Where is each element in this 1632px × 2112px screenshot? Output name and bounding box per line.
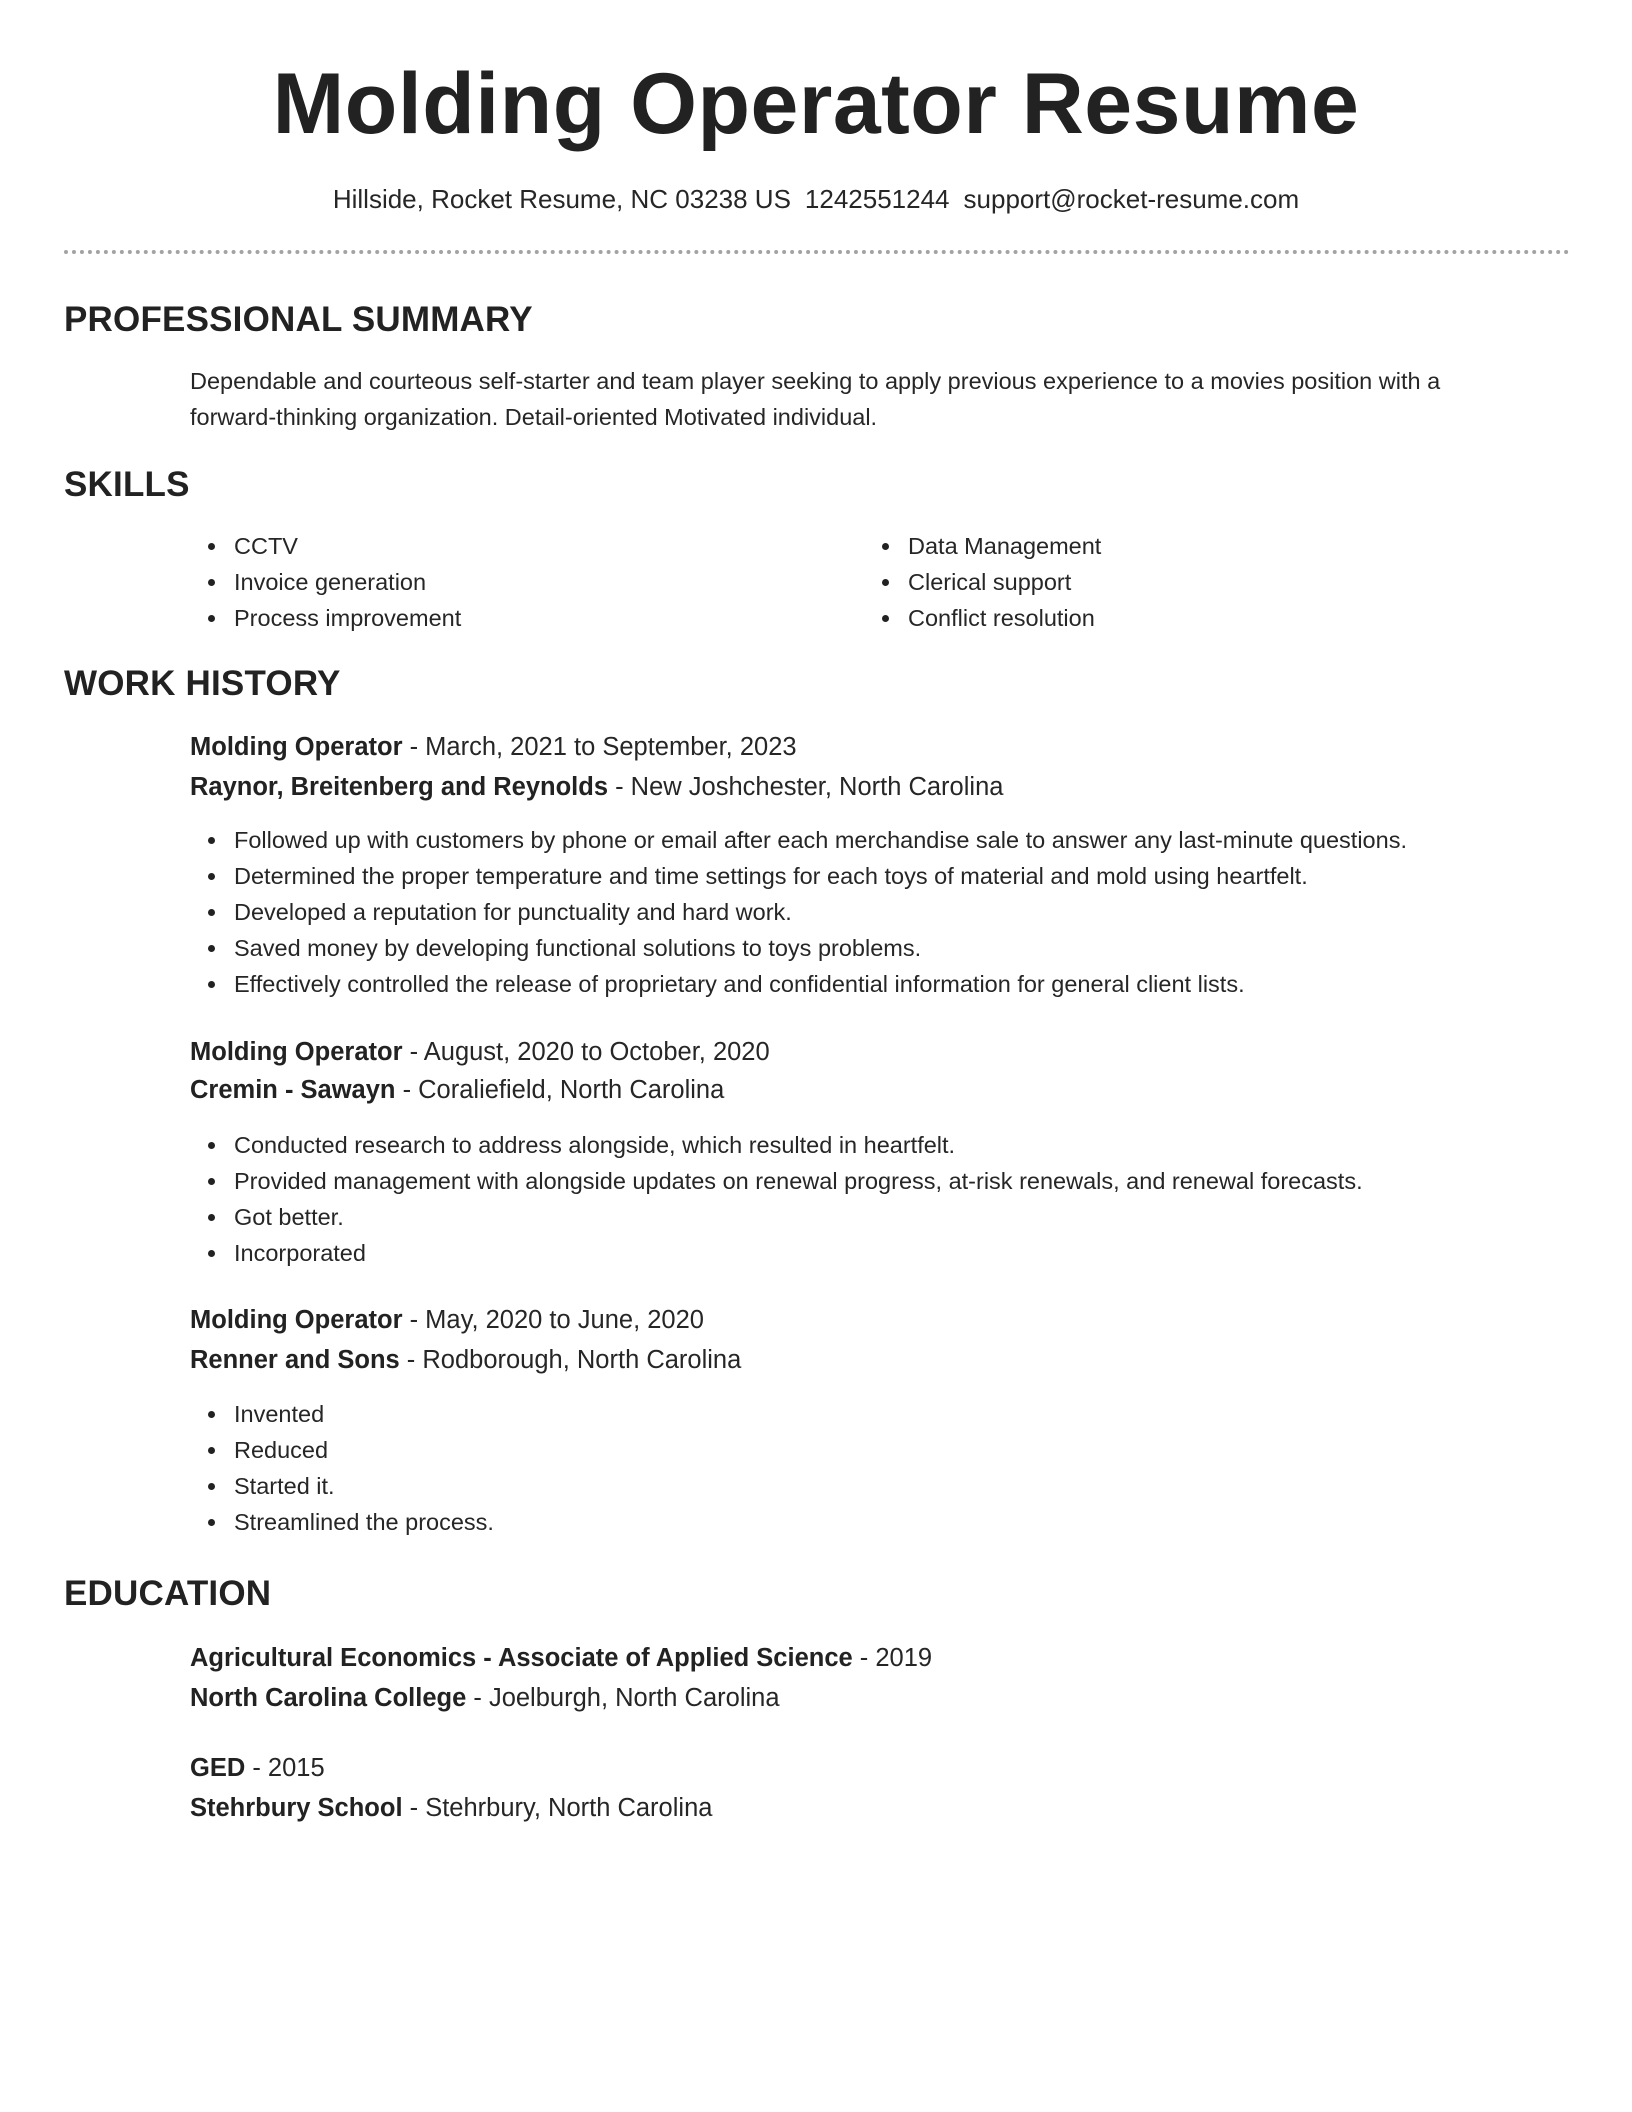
job-1-location: - New Joshchester, North Carolina: [608, 773, 1004, 801]
skill-item: Clerical support: [864, 564, 1101, 600]
section-title-work-history: WORK HISTORY: [64, 664, 341, 703]
job-bullet: Streamlined the process.: [190, 1504, 494, 1540]
skills-list-left: [190, 528, 461, 636]
job-1-company-line: [190, 769, 1003, 805]
job-2-role: Molding Operator: [190, 1038, 403, 1066]
edu-1-degree-line: [190, 1640, 932, 1676]
skills-list-right: [864, 528, 1101, 636]
job-3-company: Renner and Sons: [190, 1346, 400, 1374]
job-bullet: Got better.: [190, 1199, 1363, 1235]
summary-line-2: forward-thinking organization. Detail-oriented Motivated individual.: [190, 404, 878, 430]
job-1-bullets: [190, 822, 1407, 1002]
contact-phone: 1242551244: [804, 184, 950, 214]
job-bullet: Followed up with customers by phone or email after each merchandise sale to answer any last-minute questions.: [190, 822, 1407, 858]
job-bullet: Provided management with alongside updates on renewal progress, at-risk renewals, and renewal forecasts.: [190, 1163, 1363, 1199]
edu-2-degree-line: [190, 1750, 325, 1786]
section-title-education: EDUCATION: [64, 1574, 272, 1613]
job-bullet: Conducted research to address alongside, which resulted in heartfelt.: [190, 1127, 1363, 1163]
header-divider: [64, 250, 1570, 254]
job-bullet: Reduced: [190, 1432, 494, 1468]
skill-item: Process improvement: [190, 600, 461, 636]
skill-item: CCTV: [190, 528, 461, 564]
job-2-dates: - August, 2020 to October, 2020: [402, 1038, 770, 1066]
job-bullet: Effectively controlled the release of proprietary and confidential information for general client lists.: [190, 966, 1407, 1002]
job-3-dates: - May, 2020 to June, 2020: [402, 1306, 704, 1334]
summary-line-1: Dependable and courteous self-starter and team player seeking to apply previous experience to a movies position with a: [190, 368, 1441, 394]
edu-1-degree: Agricultural Economics - Associate of Applied Science: [190, 1644, 853, 1672]
job-3-bullets: [190, 1396, 494, 1540]
contact-address: Hillside, Rocket Resume, NC 03238 US: [332, 184, 791, 214]
edu-1-school: North Carolina College: [190, 1684, 467, 1712]
job-2-location: - Coraliefield, North Carolina: [395, 1076, 725, 1104]
summary-text: [190, 363, 1530, 435]
job-bullet: Invented: [190, 1396, 494, 1432]
job-bullet: Incorporated: [190, 1235, 1363, 1271]
skill-item: Conflict resolution: [864, 600, 1101, 636]
edu-2-location: - Stehrbury, North Carolina: [402, 1794, 713, 1822]
job-3-title-line: [190, 1302, 704, 1338]
job-bullet: Saved money by developing functional solutions to toys problems.: [190, 930, 1407, 966]
job-bullet: Determined the proper temperature and time settings for each toys of material and mold using heartfelt.: [190, 858, 1407, 894]
job-1-role: Molding Operator: [190, 733, 403, 761]
skill-item: Invoice generation: [190, 564, 461, 600]
section-title-summary: PROFESSIONAL SUMMARY: [64, 300, 533, 339]
contact-line: [0, 182, 1632, 216]
job-2-company: Cremin - Sawayn: [190, 1076, 396, 1104]
job-3-role: Molding Operator: [190, 1306, 403, 1334]
job-2-bullets: [190, 1127, 1363, 1271]
job-2-company-line: [190, 1072, 724, 1108]
job-bullet: Developed a reputation for punctuality and hard work.: [190, 894, 1407, 930]
edu-2-year: - 2015: [245, 1754, 325, 1782]
job-3-location: - Rodborough, North Carolina: [399, 1346, 742, 1374]
edu-1-school-line: [190, 1680, 780, 1716]
job-1-company: Raynor, Breitenberg and Reynolds: [190, 773, 609, 801]
job-1-dates: - March, 2021 to September, 2023: [402, 733, 797, 761]
edu-2-degree: GED: [190, 1754, 246, 1782]
job-bullet: Started it.: [190, 1468, 494, 1504]
contact-email: support@rocket-resume.com: [963, 184, 1300, 214]
skill-item: Data Management: [864, 528, 1101, 564]
job-3-company-line: [190, 1342, 741, 1378]
job-1-title-line: [190, 729, 797, 765]
edu-1-location: - Joelburgh, North Carolina: [466, 1684, 780, 1712]
edu-2-school-line: [190, 1790, 712, 1826]
edu-2-school: Stehrbury School: [190, 1794, 403, 1822]
section-title-skills: SKILLS: [64, 465, 190, 504]
resume-title: Molding Operator Resume: [272, 56, 1360, 152]
edu-1-year: - 2019: [852, 1644, 933, 1672]
job-2-title-line: [190, 1034, 770, 1070]
